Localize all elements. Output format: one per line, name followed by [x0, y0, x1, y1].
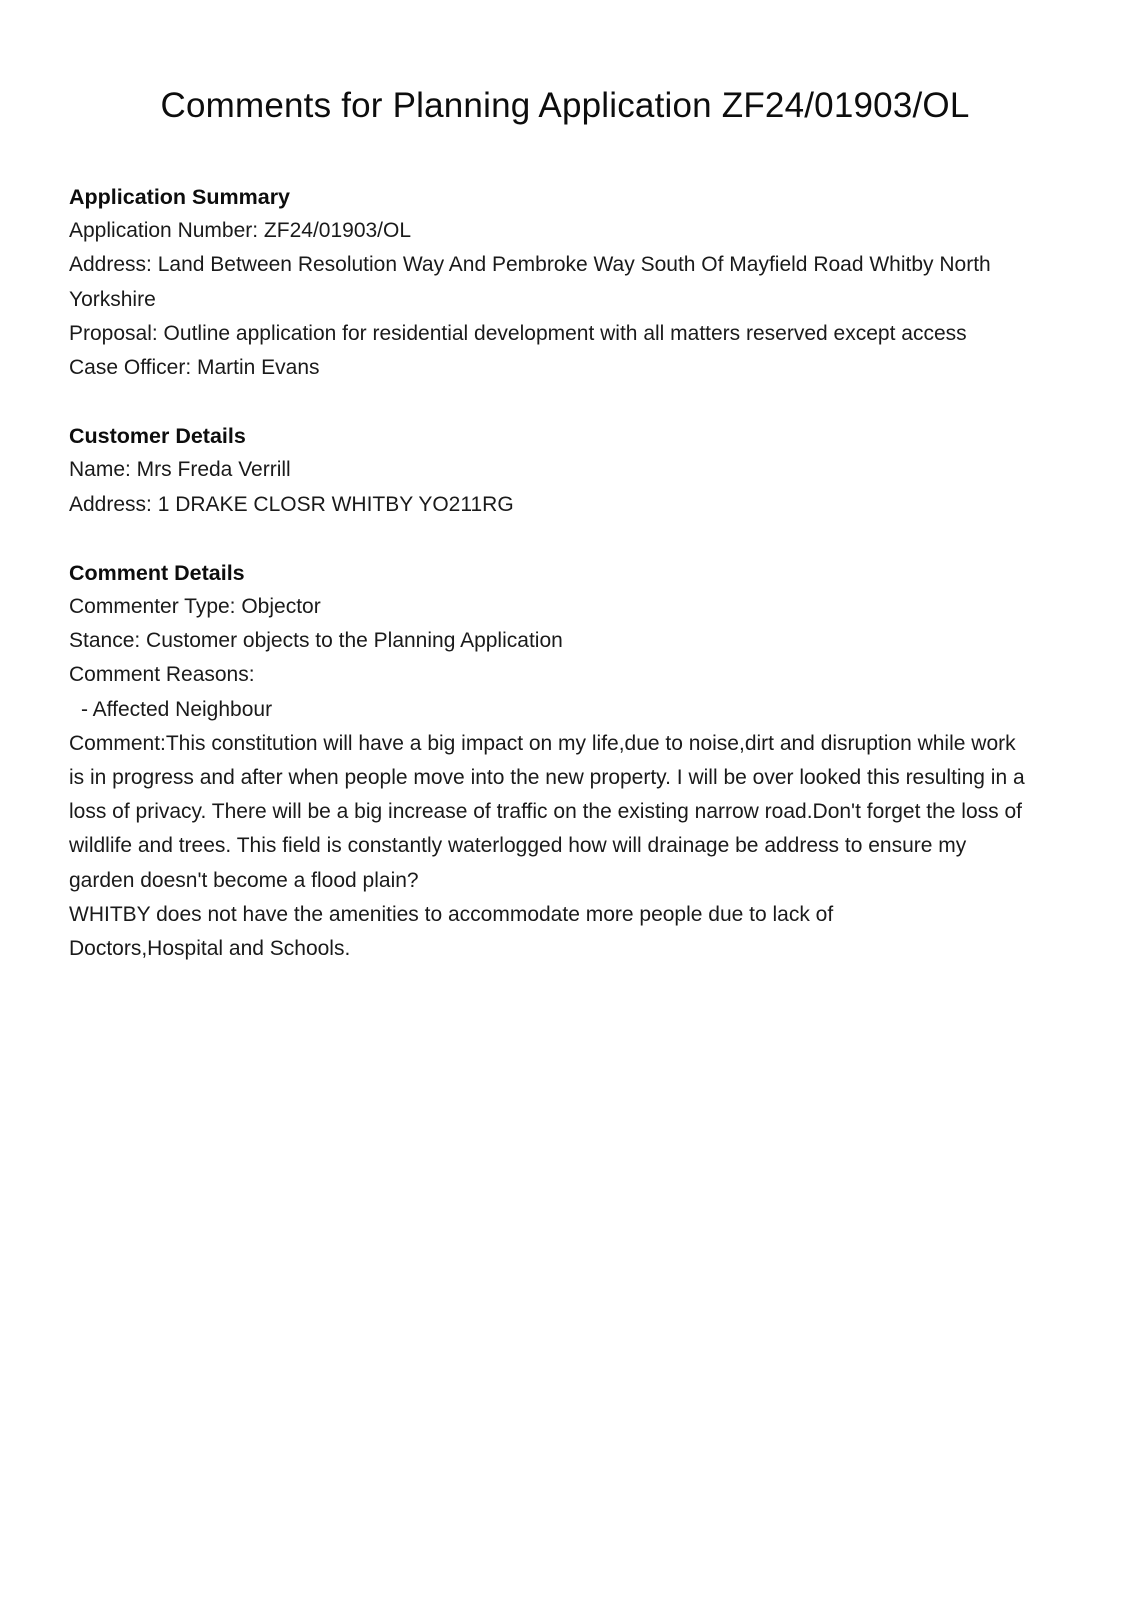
- comment-reason-item: - Affected Neighbour: [81, 697, 273, 721]
- customer-name: Name: Mrs Freda Verrill: [69, 458, 291, 482]
- document-body: [69, 180, 1069, 1000]
- page-title: Comments for Planning Application ZF24/01903/OL: [160, 86, 970, 125]
- comment-details-heading: Comment Details: [69, 560, 245, 585]
- application-summary-heading: Application Summary: [69, 185, 291, 209]
- commenter-type: Commenter Type: Objector: [69, 595, 321, 619]
- application-proposal: Proposal: Outline application for residential development with all matters reserved except access: [69, 321, 967, 345]
- customer-details-heading: Customer Details: [69, 424, 246, 449]
- comment-details-section: [69, 556, 1069, 966]
- application-number: Application Number: ZF24/01903/OL: [69, 219, 412, 243]
- stance: Stance: Customer objects to the Planning Application: [69, 629, 563, 653]
- application-summary-section: [69, 180, 1069, 385]
- customer-details-section: [69, 419, 1069, 522]
- comment-reasons-label: Comment Reasons:: [69, 663, 255, 687]
- comment-text-continued: WHITBY does not have the amenities to accommodate more people due to lack of Doctors,Hospital and Schools.: [69, 902, 834, 961]
- comment-text: Comment:This constitution will have a big impact on my life,due to noise,dirt and disruption while work is in progress and after when people move into the new property. I will be over looked this resulting in a loss of privacy. There will be a big increase of traffic on the existing narrow road.Don't forget the loss of wildlife and trees. This field is constantly waterlogged how will drainage be address to ensure my garden doesn't become a flood plain?: [69, 731, 1025, 892]
- application-address: Address: Land Between Resolution Way And Pembroke Way South Of Mayfield Road Whitby North Yorkshire: [69, 253, 991, 311]
- case-officer: Case Officer: Martin Evans: [69, 356, 320, 380]
- customer-address: Address: 1 DRAKE CLOSR WHITBY YO211RG: [69, 492, 514, 516]
